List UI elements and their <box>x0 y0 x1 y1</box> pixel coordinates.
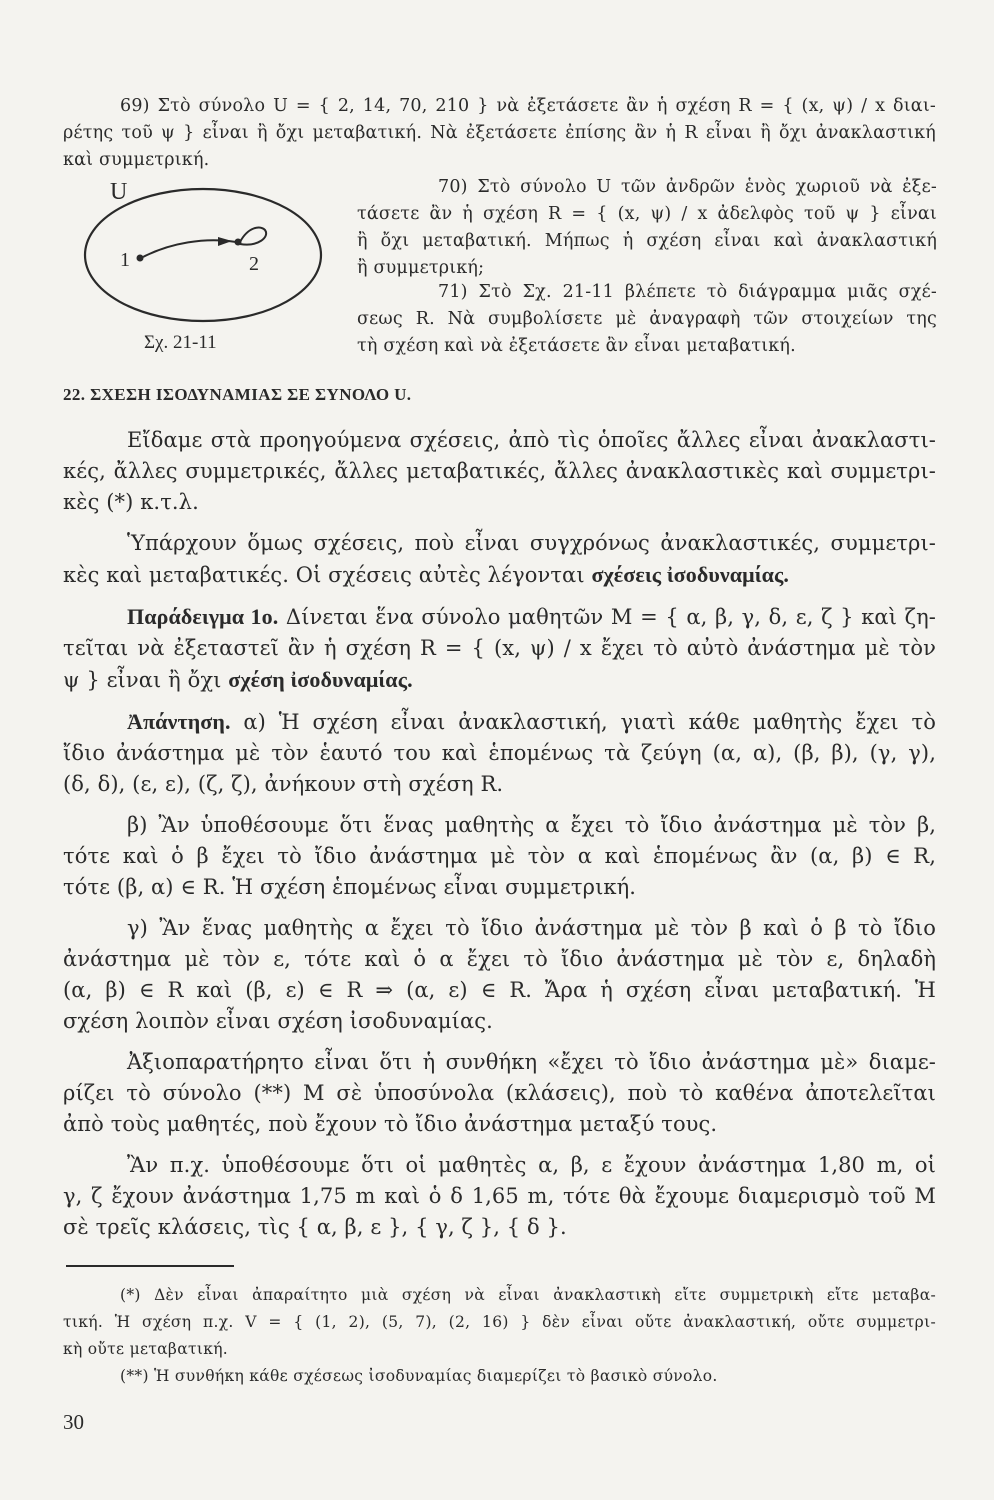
example-line2: τεῖται νὰ ἐξεταστεῖ ἂν ἡ σχέση R = { (x, ψ) / x ἔχει τὸ αὐτὸ ἀνάστημα μὲ τὸν <box>63 636 936 660</box>
answer-a-line2: ἴδιο ἀνάστημα μὲ τὸν ἑαυτό του καὶ ἑπομένως τὰ ζεύγη (α, α), (β, β), (γ, γ), <box>63 741 936 765</box>
para3-line2: ρίζει τὸ σύνολο (**) M σὲ ὑποσύνολα (κλάσεις), ποὺ τὸ καθένα ἀποτελεῖται <box>63 1081 936 1105</box>
point-2-label: 2 <box>249 253 259 275</box>
para3-line1: Ἀξιοπαρατήρητο εἶναι ὅτι ἡ συνθήκη «ἔχει τὸ ἴδιο ἀνάστημα μὲ» διαμε- <box>127 1050 936 1074</box>
answer-a-line1-text: α) Ἡ σχέση εἶναι ἀνακλαστική, γιατὶ κάθε μαθητὴς ἔχει τὸ <box>230 710 936 734</box>
ex70-line2: τάσετε ἂν ἡ σχέση R = { (x, ψ) / x ἀδελφὸς τοῦ ψ } εἶναι <box>357 204 937 224</box>
para2-line2 <box>63 559 936 591</box>
ex70-line1: 70) Στὸ σύνολο U τῶν ἀνδρῶν ἑνὸς χωριοῦ νὰ ἐξε- <box>438 177 937 197</box>
example-line1 <box>63 601 936 633</box>
para4-line2: γ, ζ ἔχουν ἀνάστημα 1,75 m καὶ ὁ δ 1,65 m, τότε θὰ ἔχουμε διαμερισμὸ τοῦ M <box>63 1184 936 1208</box>
answer-c-line3: (α, β) ∈ R καὶ (β, ε) ∈ R ⇒ (α, ε) ∈ R. Ἄρα ἡ σχέση εἶναι μεταβατική. Ἡ <box>63 978 936 1002</box>
footnote-1-line1: (*) Δὲν εἶναι ἀπαραίτητο μιὰ σχέση νὰ εἶναι ἀνακλαστικὴ εἴτε συμμετρικὴ εἴτε μεταβα- <box>120 1286 936 1304</box>
example-line3 <box>63 664 936 696</box>
footnote-2: (**) Ἡ συνθήκη κάθε σχέσεως ἰσοδυναμίας διαμερίζει τὸ βασικὸ σύνολο. <box>120 1367 718 1385</box>
figure-caption: Σχ. 21-11 <box>144 332 217 353</box>
answer-c-line4: σχέση λοιπὸν εἶναι σχέση ἰσοδυναμίας. <box>63 1009 493 1033</box>
exercise-69 <box>63 93 936 174</box>
ex69-line1: 69) Στὸ σύνολο U = { 2, 14, 70, 210 } νὰ ἐξετάσετε ἂν ἡ σχέση R = { (x, ψ) / x διαι- <box>120 96 936 116</box>
ex71-line2: σεως R. Νὰ συμβολίσετε μὲ ἀναγραφὴ τῶν στοιχείων της <box>357 309 937 329</box>
example-line1-text: Δίνεται ἕνα σύνολο μαθητῶν M = { α, β, γ, δ, ε, ζ } καὶ ζη- <box>278 605 936 629</box>
ex70-line4: ἢ συμμετρική; <box>357 258 485 278</box>
footnote-divider <box>66 1265 234 1267</box>
ex70-line3: ἢ ὄχι μεταβατική. Μήπως ἡ σχέση εἶναι καὶ ἀνακλαστική <box>357 231 937 251</box>
arrowhead-icon <box>218 237 232 246</box>
exercise-71 <box>357 279 937 360</box>
footnote-1-line3: κὴ οὔτε μεταβατική. <box>63 1340 229 1358</box>
ex71-line1: 71) Στὸ Σχ. 21-11 βλέπετε τὸ διάγραμμα μιᾶς σχέ- <box>438 282 937 302</box>
answer-b-line1: β) Ἂν ὑποθέσουμε ὅτι ἕνας μαθητὴς α ἔχει τὸ ἴδιο ἀνάστημα μὲ τὸν β, <box>127 813 936 837</box>
exercise-70 <box>357 174 937 282</box>
ex71-line3: τὴ σχέση καὶ νὰ ἐξετάσετε ἂν εἶναι μεταβατική. <box>357 336 796 356</box>
para3-line3: ἀπὸ τοὺς μαθητές, ποὺ ἔχουν τὸ ἴδιο ἀνάστημα μεταξύ τους. <box>63 1112 718 1136</box>
answer-c-line1: γ) Ἂν ἕνας μαθητὴς α ἔχει τὸ ἴδιο ἀνάστημα μὲ τὸν β καὶ ὁ β τὸ ἴδιο <box>127 916 936 940</box>
ex69-line2: ρέτης τοῦ ψ } εἶναι ἢ ὄχι μεταβατική. Νὰ ἐξετάσετε ἐπίσης ἂν ἡ R εἶναι ἢ ὄχι ἀνακλαστική <box>63 123 936 143</box>
point-1-label: 1 <box>120 249 130 271</box>
answer-label: Ἀπάντηση. <box>127 709 231 734</box>
answer-c-line2: ἀνάστημα μὲ τὸν ε, τότε καὶ ὁ α ἔχει τὸ ἴδιο ἀνάστημα μὲ τὸν ε, δηλαδὴ <box>63 947 936 971</box>
para1-line1: Εἴδαμε στὰ προηγούμενα σχέσεις, ἀπὸ τὶς ὁποῖες ἄλλες εἶναι ἀνακλαστι- <box>127 428 936 452</box>
section-heading: 22. ΣΧΕΣΗ ΙΣΟΔΥΝΑΜΙΑΣ ΣΕ ΣΥΝΟΛΟ U. <box>63 385 412 404</box>
para4-line1: Ἂν π.χ. ὑποθέσουμε ὅτι οἱ μαθητὲς α, β, ε ἔχουν ἀνάστημα 1,80 m, οἱ <box>127 1153 936 1177</box>
para1-line2: κές, ἄλλες συμμετρικές, ἄλλες μεταβατικές, ἄλλες ἀνακλαστικὲς καὶ συμμετρι- <box>63 459 936 483</box>
term-equivalence-relations: σχέσεις ἰσοδυναμίας. <box>591 562 790 587</box>
answer-a-line1 <box>63 706 936 738</box>
loop-on-2 <box>240 228 266 245</box>
answer-a-line3: (δ, δ), (ε, ε), (ζ, ζ), ἀνήκουν στὴ σχέση R. <box>63 772 504 796</box>
main-body <box>63 425 936 1243</box>
page-number: 30 <box>63 1410 84 1434</box>
footnotes <box>63 1282 936 1390</box>
para2-line2-text: κὲς καὶ μεταβατικές. Οἱ σχέσεις αὐτὲς λέγονται <box>63 563 592 587</box>
term-equivalence-relation: σχέση ἰσοδυναμίας. <box>228 667 413 692</box>
set-label-U: U <box>110 179 128 205</box>
answer-b-line2: τότε καὶ ὁ β ἔχει τὸ ἴδιο ἀνάστημα μὲ τὸν α καὶ ἑπομένως ἂν (α, β) ∈ R, <box>63 844 936 868</box>
ex69-line3: καὶ συμμετρική. <box>63 150 210 170</box>
para2-line1: Ὑπάρχουν ὅμως σχέσεις, ποὺ εἶναι συγχρόνως ἀνακλαστικές, συμμετρι- <box>127 531 936 555</box>
point-1-dot <box>137 255 144 262</box>
answer-b-line3: τότε (β, α) ∈ R. Ἡ σχέση ἑπομένως εἶναι συμμετρική. <box>63 875 637 899</box>
para4-line3: σὲ τρεῖς κλάσεις, τὶς { α, β, ε }, { γ, ζ }, { δ }. <box>63 1215 567 1239</box>
example-line3-text: ψ } εἶναι ἢ ὄχι <box>63 668 229 692</box>
figure-21-11 <box>70 175 340 365</box>
example-label: Παράδειγμα 1ο. <box>127 604 279 629</box>
para1-line3: κὲς (*) κ.τ.λ. <box>63 490 199 514</box>
footnote-1-line2: τική. Ἡ σχέση π.χ. V = { (1, 2), (5, 7), (2, 16) } δὲν εἶναι οὔτε ἀνακλαστική, οὔτε συμμετρι- <box>63 1313 936 1331</box>
